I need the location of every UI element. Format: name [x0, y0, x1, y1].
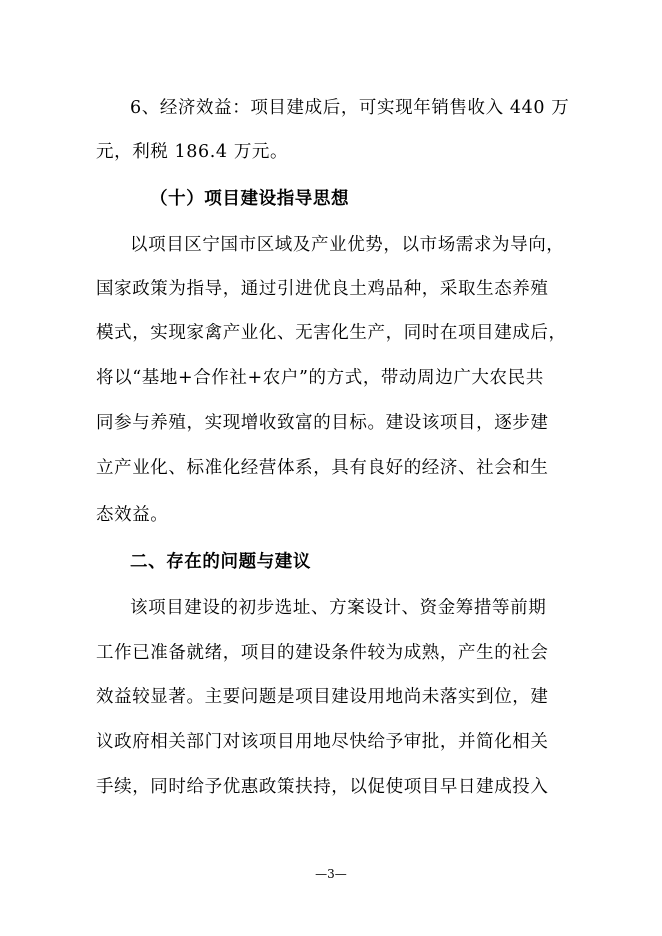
paragraph-line: 同参与养殖，实现增收致富的目标。建设该项目，逐步建: [96, 413, 549, 433]
section-heading: （十）项目建设指导思想: [150, 189, 350, 209]
paragraph-line: 元，利税 186.4 万元。: [96, 142, 289, 162]
paragraph-line: 国家政策为指导，通过引进优良土鸡品种，采取生态养殖: [96, 279, 549, 299]
paragraph-line: 该项目建设的初步选址、方案设计、资金筹措等前期: [130, 598, 547, 618]
paragraph-line: 立产业化、标准化经营体系，具有良好的经济、社会和生: [96, 458, 549, 478]
paragraph-line: 6、经济效益：项目建成后，可实现年销售收入 440 万: [130, 98, 570, 118]
paragraph-line: 效益较显著。主要问题是项目建设用地尚未落实到位，建: [96, 687, 549, 707]
paragraph-line: 议政府相关部门对该项目用地尽快给予审批，并简化相关: [96, 732, 549, 752]
paragraph-line: 以项目区宁国市区域及产业优势，以市场需求为导向，: [130, 235, 565, 255]
paragraph-line: 将以“基地+合作社+农户”的方式，带动周边广大农民共: [96, 368, 544, 388]
paragraph-line: 手续，同时给予优惠政策扶持，以促使项目早日建成投入: [96, 777, 549, 797]
paragraph-line: 模式，实现家禽产业化、无害化生产，同时在项目建成后，: [96, 323, 567, 343]
paragraph-line: 态效益。: [96, 505, 169, 525]
section-heading: 二、存在的问题与建议: [130, 552, 311, 572]
paragraph-line: 工作已准备就绪，项目的建设条件较为成熟，产生的社会: [96, 643, 549, 663]
page-number: —3—: [315, 867, 347, 881]
